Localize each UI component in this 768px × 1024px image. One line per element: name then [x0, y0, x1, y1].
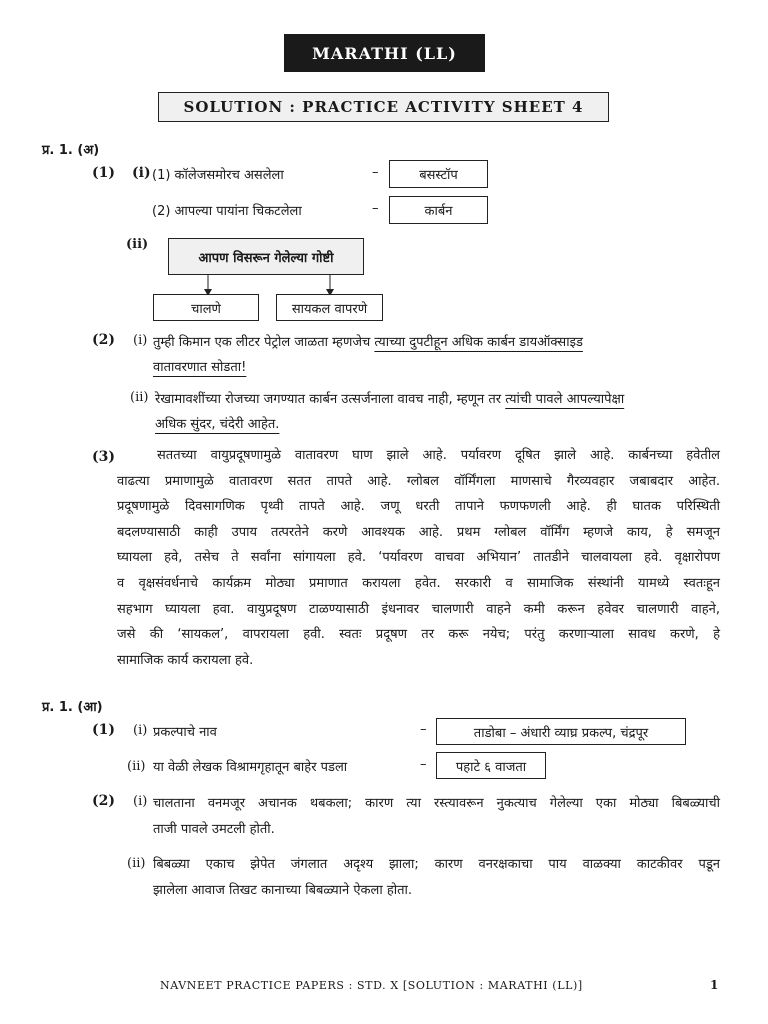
- sub-label-ii: (ii): [127, 856, 146, 871]
- answer-number-2: (2): [92, 332, 115, 348]
- paragraph-line: सततच्या वायुप्रदूषणामुळे वातावरण घाण झाले आहे. पर्यावरण दूषित झाले आहे. कार्बनच्या हवेतील: [157, 448, 720, 463]
- answer-2ii-line2: अधिक सुंदर, चंदेरी आहेत.: [155, 417, 280, 432]
- question-label-1a: प्र. 1. (अ): [42, 143, 100, 158]
- sub-label-i: (i): [133, 723, 148, 738]
- answer-number-1: (1): [92, 165, 115, 181]
- page-title: MARATHI (LL): [284, 34, 485, 72]
- paragraph-line: घ्यायला हवे, तसेच ते सर्वांना सांगायला हवे. ‘पर्यावरण वाचवा अभियान’ तातडीने चालवायला हवे. वृक्षारोपण: [117, 550, 720, 566]
- sub-label-i: (i): [133, 333, 148, 348]
- answer-box-project: ताडोबा – अंधारी व्याघ्र प्रकल्प, चंद्रपूर: [436, 718, 686, 745]
- question-label-1aa: प्र. 1. (आ): [42, 700, 103, 715]
- answer-box-time: पहाटे ६ वाजता: [436, 752, 546, 779]
- diagram-left-box: चालणे: [153, 294, 259, 321]
- dash: –: [420, 722, 427, 737]
- paragraph-line: सहभाग घ्यायला हवा. वायुप्रदूषण टाळण्यासाठी इंधनावर चालणारी वाहने कमी करून हवेवर चालणारी वाहने,: [117, 601, 720, 617]
- sub-label-ii: (ii): [126, 237, 149, 252]
- answer-2i-line1: चालताना वनमजूर अचानक थबकला; कारण त्या रस्त्यावरून नुकत्याच गेलेल्या एका मोठ्या बिबळ्याची: [153, 796, 720, 811]
- footer-text: NAVNEET PRACTICE PAPERS : STD. X [SOLUTION : MARATHI (LL)]: [160, 979, 583, 992]
- paragraph-line: प्रदूषणामुळे दिवसागणिक पृथ्वी तापते आहे. जणू धरती तापाने फणफणली आहे. ही घातक परिस्थिती: [117, 499, 720, 515]
- answer-box-2: कार्बन: [389, 196, 488, 224]
- dash: –: [372, 201, 379, 216]
- underlined-text: त्याच्या दुपटीहून अधिक कार्बन डायऑक्साइड: [374, 335, 583, 350]
- page-number: 1: [710, 978, 719, 992]
- plain-text: तुम्ही किमान एक लीटर पेट्रोल जाळता म्हणजेच: [153, 335, 375, 350]
- paragraph-line: व वृक्षसंवर्धनाचे कार्यक्रम मोठ्या प्रमाणात करायला हवेत. सरकारी व सामाजिक संस्थांनी यामध्ये स्वतःहून: [117, 575, 720, 591]
- answer-2ii-line1: बिबळ्या एकाच झेपेत जंगलात अदृश्य झाला; कारण वनरक्षकाचा पाय वाळक्या काटकीवर पडून: [153, 857, 720, 872]
- diagram-top-box: आपण विसरून गेलेल्या गोष्टी: [168, 238, 364, 275]
- answer-2ii-line1: [155, 389, 624, 407]
- answer-paragraph-3: [117, 443, 720, 673]
- dash: –: [420, 757, 427, 772]
- answer-1ii-text: या वेळी लेखक विश्रामगृहातून बाहेर पडला: [153, 760, 348, 775]
- answer-number-1: (1): [92, 722, 115, 738]
- paragraph-line: वाढत्या प्रमाणामुळे वातावरण सतत तापते आहे. ग्लोबल वॉर्मिंगला माणसाचे गैरव्यवहार जबाबदार आहेत.: [117, 473, 720, 489]
- answer-number-2: (2): [92, 793, 115, 809]
- match-item-2: (2) आपल्या पायांना चिकटलेला: [152, 204, 302, 219]
- answer-2ii-line2: झालेला आवाज तिखट कानाच्या बिबळ्याने ऐकला होता.: [153, 883, 413, 898]
- match-item-1: (1) कॉलेजसमोरच असलेला: [152, 168, 284, 183]
- paragraph-line: जसे की ‘सायकल’, वापरायला हवी. स्वतः प्रदूषण तर करू नयेच; परंतु करणाऱ्याला सावध करणे, हे: [117, 627, 720, 643]
- answer-box-1: बसस्टॉप: [389, 160, 488, 188]
- answer-number-3: (3): [92, 449, 115, 465]
- answer-2i-line2: ताजी पावले उमटली होती.: [153, 822, 275, 837]
- paragraph-line: बदलण्यासाठी काही उपाय तत्परतेने करणे आवश्यक आहे. प्रथम ग्लोबल वॉर्मिंग म्हणजे काय, हे समजून: [117, 524, 720, 540]
- paragraph-line: सामाजिक कार्य करायला हवे.: [117, 652, 254, 668]
- plain-text: रेखामावशींच्या रोजच्या जगण्यात कार्बन उत्सर्जनाला वावच नाही, म्हणून तर: [155, 392, 506, 407]
- page-subtitle: SOLUTION : PRACTICE ACTIVITY SHEET 4: [158, 92, 609, 122]
- sub-label-i: (i): [132, 165, 151, 181]
- answer-1i-text: प्रकल्पाचे नाव: [153, 725, 217, 740]
- diagram-right-box: सायकल वापरणे: [276, 294, 383, 321]
- answer-2i-line1: [153, 332, 583, 350]
- sub-label-ii: (ii): [127, 759, 146, 774]
- underlined-text: त्यांची पावले आपल्यापेक्षा: [505, 392, 625, 407]
- sub-label-i: (i): [133, 794, 148, 809]
- sub-label-ii: (ii): [130, 390, 149, 405]
- answer-2i-line2: वातावरणात सोडता!: [153, 360, 247, 375]
- dash: –: [372, 165, 379, 180]
